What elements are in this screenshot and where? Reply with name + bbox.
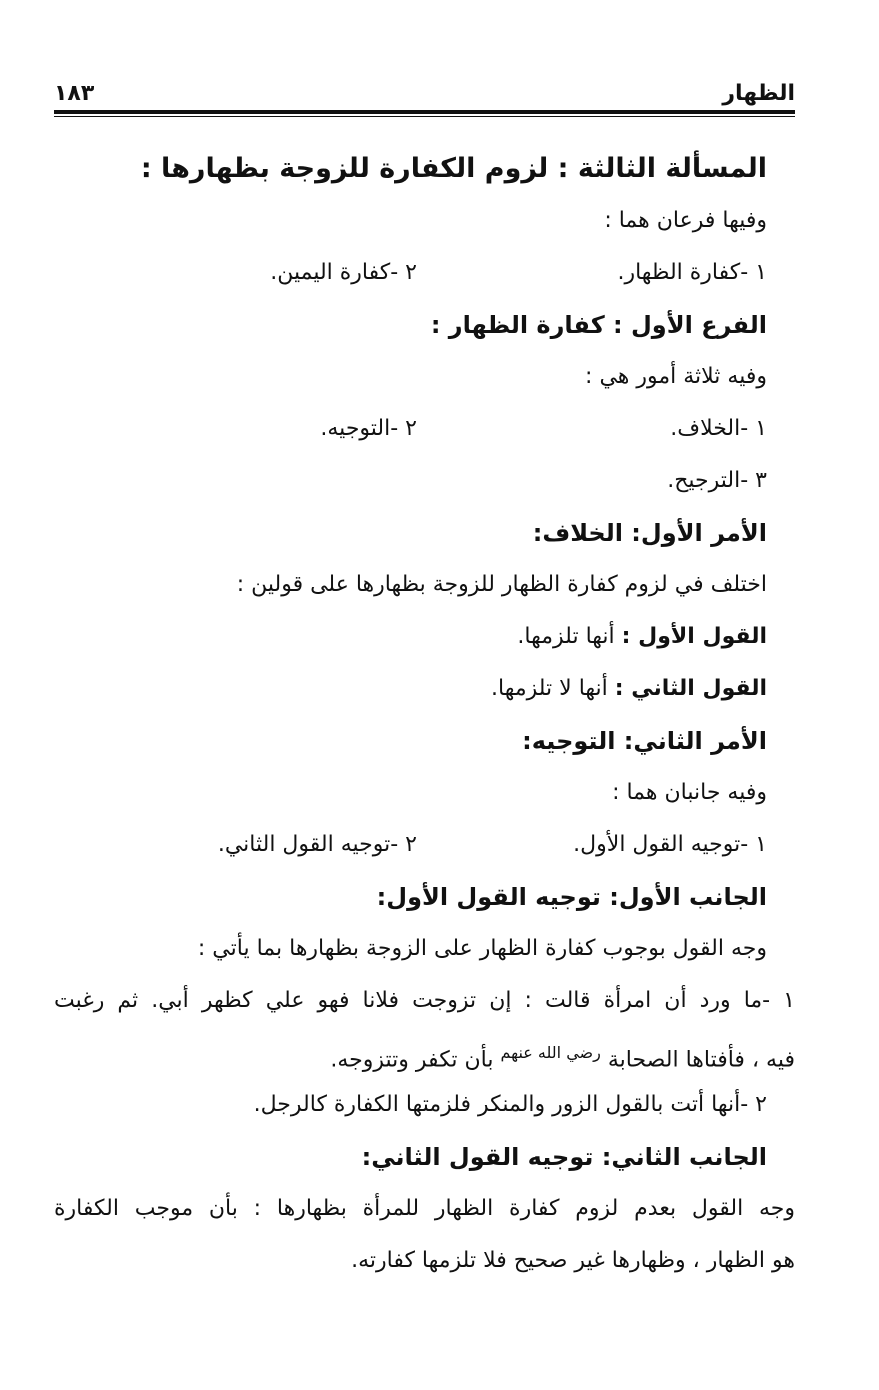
opinion-text: أنها تلزمها. <box>517 624 615 649</box>
list-item: ١ -كفارة الظهار. <box>617 260 767 285</box>
page-number: ١٨٣ <box>54 81 95 106</box>
opinion-label: القول الأول : <box>621 624 767 649</box>
subheading: الفرع الأول : كفارة الظهار : <box>430 311 767 339</box>
opinion-line <box>54 663 767 715</box>
list-item: ١ -توجيه القول الأول. <box>573 832 767 857</box>
header-rule-thin <box>54 116 795 117</box>
list-item: ٢ -التوجيه. <box>320 416 417 441</box>
paragraph-line: ٢ -أنها أتت بالقول الزور والمنكر فلزمتها الكفارة كالرجل. <box>253 1092 767 1117</box>
list-row <box>54 403 767 455</box>
list-item: ١ -الخلاف. <box>670 416 767 441</box>
opinion-line <box>54 611 767 663</box>
paragraph-line <box>54 1027 795 1079</box>
paragraph-line: ١ -ما ورد أن امرأة قالت : إن تزوجت فلانا فهو علي كظهر أبي. ثم رغبت <box>54 988 795 1013</box>
honorific-glyph: رضي الله عنهم <box>500 1043 601 1062</box>
header-rule-thick <box>54 110 795 114</box>
paragraph-line: وجه القول بعدم لزوم كفارة الظهار للمرأة بظهارها : بأن موجب الكفارة <box>54 1196 795 1221</box>
list-item: ٢ -توجيه القول الثاني. <box>217 832 417 857</box>
subheading: الجانب الأول: توجيه القول الأول: <box>376 883 767 911</box>
paragraph-line: وفيها فرعان هما : <box>604 208 767 233</box>
paragraph-line: وجه القول بوجوب كفارة الظهار على الزوجة بظهارها بما يأتي : <box>197 936 767 961</box>
paragraph-line: وفيه جانبان هما : <box>612 780 767 805</box>
running-header <box>54 72 795 106</box>
subheading: الأمر الأول: الخلاف: <box>532 519 767 547</box>
chapter-title: الظهار <box>722 81 795 106</box>
list-item: ٣ -الترجيح. <box>667 468 767 493</box>
list-row <box>54 819 767 871</box>
paragraph-line: وفيه ثلاثة أمور هي : <box>585 364 767 389</box>
opinion-label: القول الثاني : <box>614 676 767 701</box>
list-item: ٢ -كفارة اليمين. <box>270 260 417 285</box>
page-body <box>54 143 795 1287</box>
section-title: المسألة الثالثة : لزوم الكفارة للزوجة بظهارها : <box>140 153 767 184</box>
text-segment: بأن تكفر وتتزوجه. <box>330 1047 494 1073</box>
subheading: الجانب الثاني: توجيه القول الثاني: <box>361 1143 767 1171</box>
opinion-text: أنها لا تلزمها. <box>491 676 608 701</box>
text-segment: فيه ، فأفتاها الصحابة <box>607 1047 795 1073</box>
list-row <box>54 247 767 299</box>
paragraph-line: هو الظهار ، وظهارها غير صحيح فلا تلزمها كفارته. <box>351 1248 795 1273</box>
subheading: الأمر الثاني: التوجيه: <box>522 727 767 755</box>
paragraph-line: اختلف في لزوم كفارة الظهار للزوجة بظهارها على قولين : <box>236 572 767 597</box>
